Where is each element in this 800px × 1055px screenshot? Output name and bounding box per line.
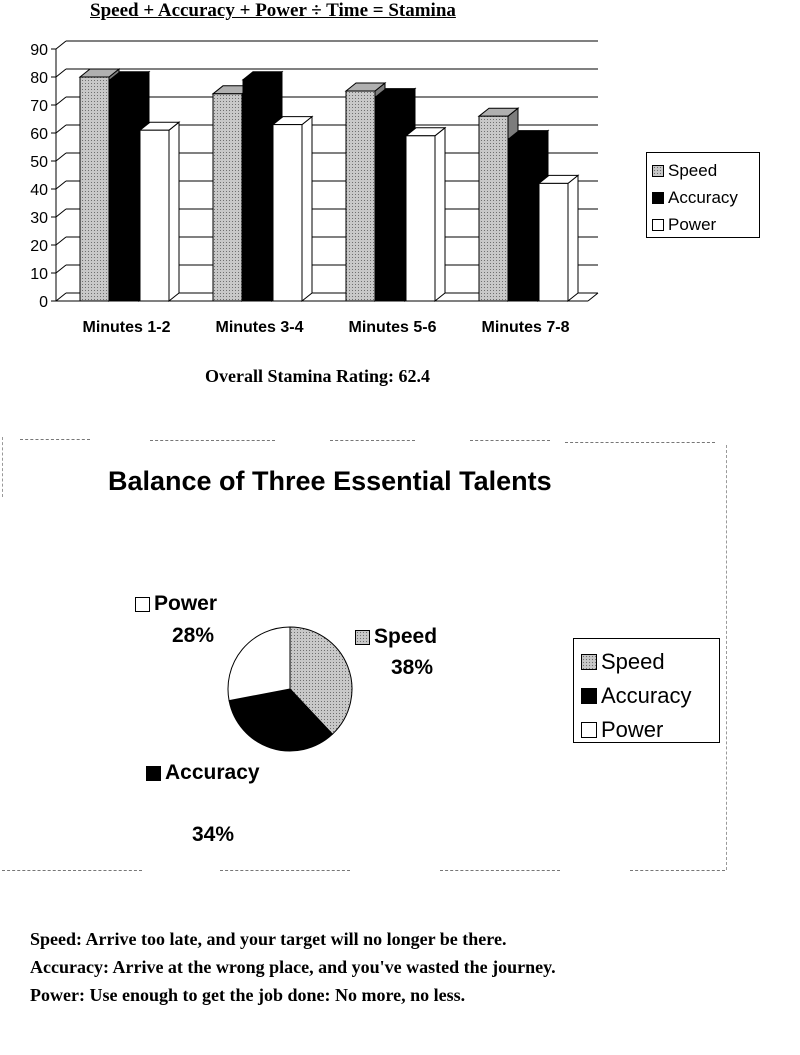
legend-item-speed (652, 157, 759, 184)
y-tick-label: 70 (30, 98, 48, 115)
bar-chart-legend (646, 152, 760, 238)
legend-item-power (652, 211, 759, 238)
frame-dash (630, 870, 725, 871)
speed-swatch-icon (652, 165, 664, 177)
gridline-depth (56, 293, 66, 301)
y-tick-label: 80 (30, 70, 48, 87)
legend-label-speed: Speed (668, 160, 718, 180)
gridline-depth (56, 69, 66, 77)
pie-label-speed (355, 625, 437, 649)
floor-side-edge (588, 293, 598, 301)
legend-item-power (581, 713, 719, 747)
pie-label-accuracy-name: Accuracy (165, 761, 260, 784)
definition-speed: Speed: Arrive too late, and your target will no longer be there. (30, 929, 507, 949)
pie-legend-label-speed: Speed (601, 649, 665, 674)
x-category-label: Minutes 3-4 (215, 319, 304, 336)
bar-speed-minutes-3-4 (213, 94, 242, 301)
pie-label-speed-name: Speed (374, 625, 438, 648)
frame-dash (20, 439, 90, 440)
pie-legend-label-power: Power (601, 717, 664, 742)
y-tick-label: 40 (30, 182, 48, 199)
bar-power-minutes-1-2 (140, 130, 169, 301)
gridline-depth (56, 41, 66, 49)
frame-dash (565, 442, 715, 443)
talent-definitions (30, 925, 556, 1009)
bar-accuracy-minutes-5-6 (376, 97, 405, 301)
y-tick-label: 0 (39, 294, 48, 311)
pie-slice-power (228, 627, 290, 701)
pie-pct-accuracy: 34% (192, 823, 235, 846)
bar-side-power-minutes-7-8 (568, 175, 578, 301)
bar-power-minutes-5-6 (406, 136, 435, 301)
frame-dash (440, 870, 560, 871)
gridline-depth (56, 209, 66, 217)
overall-stamina-rating: Overall Stamina Rating: 62.4 (205, 366, 430, 386)
frame-dash (2, 870, 142, 871)
power-swatch-icon (135, 597, 150, 612)
definition-accuracy: Accuracy: Arrive at the wrong place, and you've wasted the journey. (30, 957, 556, 977)
bar-speed-minutes-7-8 (479, 116, 508, 301)
talent-pie-chart (224, 625, 358, 759)
legend-item-speed (581, 645, 719, 679)
x-category-label: Minutes 1-2 (82, 319, 171, 336)
legend-label-power: Power (668, 214, 717, 234)
bar-speed-minutes-5-6 (346, 91, 375, 301)
legend-item-accuracy (581, 679, 719, 713)
accuracy-swatch-icon (581, 688, 597, 704)
pie-label-power (135, 592, 217, 616)
x-category-label: Minutes 7-8 (481, 319, 570, 336)
frame-dash (150, 440, 275, 441)
frame-dash (330, 440, 415, 441)
bar-power-minutes-3-4 (273, 125, 302, 301)
pie-legend-label-accuracy: Accuracy (601, 683, 692, 708)
accuracy-swatch-icon (652, 192, 664, 204)
pie-label-power-name: Power (154, 592, 218, 615)
pie-chart-legend (573, 638, 720, 743)
frame-dash (2, 437, 3, 497)
bar-side-power-minutes-5-6 (435, 128, 445, 301)
pie-chart-title: Balance of Three Essential Talents (108, 466, 552, 496)
y-tick-label: 30 (30, 210, 48, 227)
y-tick-label: 90 (30, 42, 48, 59)
speed-swatch-icon (355, 630, 370, 645)
frame-dash (220, 870, 350, 871)
formula-title: Speed + Accuracy + Power ÷ Time = Stamina (90, 0, 456, 21)
legend-label-accuracy: Accuracy (668, 187, 738, 207)
bar-speed-minutes-1-2 (80, 77, 109, 301)
frame-dash (726, 445, 727, 870)
bar-accuracy-minutes-7-8 (509, 139, 538, 301)
pie-label-accuracy (146, 761, 260, 785)
frame-dash (470, 440, 550, 441)
bar-accuracy-minutes-3-4 (243, 80, 272, 301)
accuracy-swatch-icon (146, 766, 161, 781)
y-tick-label: 50 (30, 154, 48, 171)
gridline-depth (56, 181, 66, 189)
gridline-depth (56, 237, 66, 245)
gridline-depth (56, 97, 66, 105)
speed-swatch-icon (581, 654, 597, 670)
gridline-depth (56, 153, 66, 161)
gridline-depth (56, 265, 66, 273)
power-swatch-icon (652, 219, 664, 231)
stamina-bar-chart (0, 28, 640, 348)
legend-item-accuracy (652, 184, 759, 211)
power-swatch-icon (581, 722, 597, 738)
y-tick-label: 10 (30, 266, 48, 283)
y-tick-label: 20 (30, 238, 48, 255)
bar-power-minutes-7-8 (539, 183, 568, 301)
bar-side-power-minutes-3-4 (302, 117, 312, 301)
gridline-depth (56, 125, 66, 133)
definition-power: Power: Use enough to get the job done: No more, no less. (30, 985, 466, 1005)
x-category-label: Minutes 5-6 (348, 319, 437, 336)
pie-pct-speed: 38% (391, 656, 434, 679)
pie-pct-power: 28% (172, 624, 215, 647)
bar-side-power-minutes-1-2 (169, 122, 179, 301)
bar-accuracy-minutes-1-2 (110, 80, 139, 301)
y-tick-label: 60 (30, 126, 48, 143)
